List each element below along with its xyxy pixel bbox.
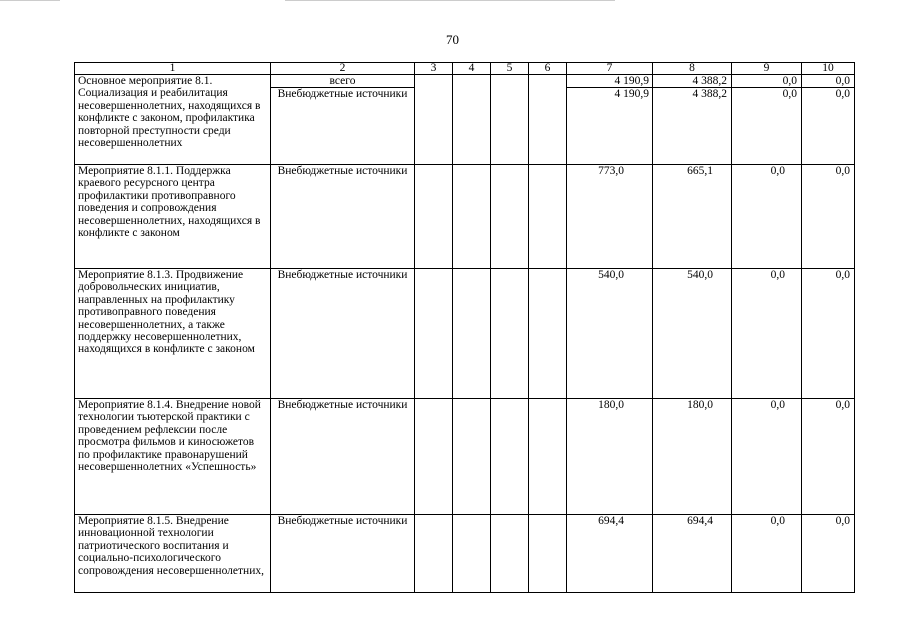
column-header: 4 bbox=[453, 63, 491, 75]
activity-name: Мероприятие 8.1.5. Внедрение инновационной технологии патриотического воспитания и социально-психологического сопровождения несовершеннолетних, bbox=[75, 515, 271, 593]
table-row bbox=[75, 75, 855, 165]
value: 0,0 bbox=[732, 515, 802, 593]
value: 180,0 bbox=[653, 399, 732, 515]
value: 773,0 bbox=[567, 165, 653, 269]
value: 0,0 bbox=[732, 399, 802, 515]
funding-source-cell bbox=[271, 75, 415, 165]
value: 0,0 bbox=[782, 88, 797, 101]
column-header: 8 bbox=[653, 63, 732, 75]
value-cell bbox=[653, 75, 732, 165]
value: 0,0 bbox=[802, 269, 855, 399]
value: 694,4 bbox=[653, 515, 732, 593]
activity-name: Мероприятие 8.1.1. Поддержка краевого ресурсного центра профилактики противоправного поведения и сопровождения несовершеннолетних, находящихся в конфликте с законом bbox=[75, 165, 271, 269]
table-row bbox=[75, 399, 855, 515]
value: 0,0 bbox=[732, 269, 802, 399]
activity-description: Социализация и реабилитация несовершеннолетних, находящихся в конфликте с законом, профилактика повторной преступности среди несовершеннолетних bbox=[78, 87, 261, 150]
scan-artifact bbox=[0, 0, 60, 1]
funding-source: Внебюджетные источники bbox=[271, 165, 415, 269]
value: 0,0 bbox=[802, 515, 855, 593]
value-cell bbox=[732, 75, 802, 165]
value: 4 388,2 bbox=[653, 75, 731, 88]
value: 665,1 bbox=[653, 165, 732, 269]
column-header: 10 bbox=[802, 63, 855, 75]
budget-table bbox=[74, 62, 855, 593]
column-header: 2 bbox=[271, 63, 415, 75]
value: 0,0 bbox=[802, 75, 854, 88]
column-header: 1 bbox=[75, 63, 271, 75]
funding-source: Внебюджетные источники bbox=[271, 515, 415, 593]
column-header: 7 bbox=[567, 63, 653, 75]
funding-source: Внебюджетные источники bbox=[277, 88, 408, 101]
column-header: 9 bbox=[732, 63, 802, 75]
value: 0,0 bbox=[802, 165, 855, 269]
activity-name: Мероприятие 8.1.3. Продвижение добровольческих инициатив, направленных на профилактику противоправного поведения несовершеннолетних, а также поддержку несовершеннолетних, находящихся в конфликте с законом bbox=[75, 269, 271, 399]
value: 540,0 bbox=[567, 269, 653, 399]
funding-source: Внебюджетные источники bbox=[271, 269, 415, 399]
value: 0,0 bbox=[835, 88, 850, 101]
activity-name: Мероприятие 8.1.4. Внедрение новой технологии тьютерской практики с проведением рефлексии после просмотра фильмов и киносюжетов по профилактике правонарушений несовершеннолетних «Успешность» bbox=[75, 399, 271, 515]
value: 180,0 bbox=[567, 399, 653, 515]
value-cell bbox=[567, 75, 653, 165]
table-row bbox=[75, 269, 855, 399]
activity-name: Основное мероприятие 8.1. bbox=[78, 75, 213, 87]
activity-name-cell bbox=[75, 75, 271, 165]
funding-source-total: всего bbox=[271, 75, 414, 88]
column-header: 5 bbox=[491, 63, 529, 75]
table-row bbox=[75, 515, 855, 593]
value: 4 190,9 bbox=[614, 88, 649, 101]
value: 694,4 bbox=[567, 515, 653, 593]
column-header: 6 bbox=[529, 63, 567, 75]
value: 0,0 bbox=[732, 75, 801, 88]
value: 0,0 bbox=[802, 399, 855, 515]
funding-source: Внебюджетные источники bbox=[271, 399, 415, 515]
value-cell bbox=[802, 75, 855, 165]
value: 4 190,9 bbox=[567, 75, 652, 88]
scan-artifact bbox=[285, 0, 615, 1]
column-header: 3 bbox=[415, 63, 453, 75]
table-header-row bbox=[75, 63, 855, 75]
table-row bbox=[75, 165, 855, 269]
page-number: 70 bbox=[446, 32, 459, 47]
value: 0,0 bbox=[732, 165, 802, 269]
value: 540,0 bbox=[653, 269, 732, 399]
value: 4 388,2 bbox=[692, 88, 727, 101]
